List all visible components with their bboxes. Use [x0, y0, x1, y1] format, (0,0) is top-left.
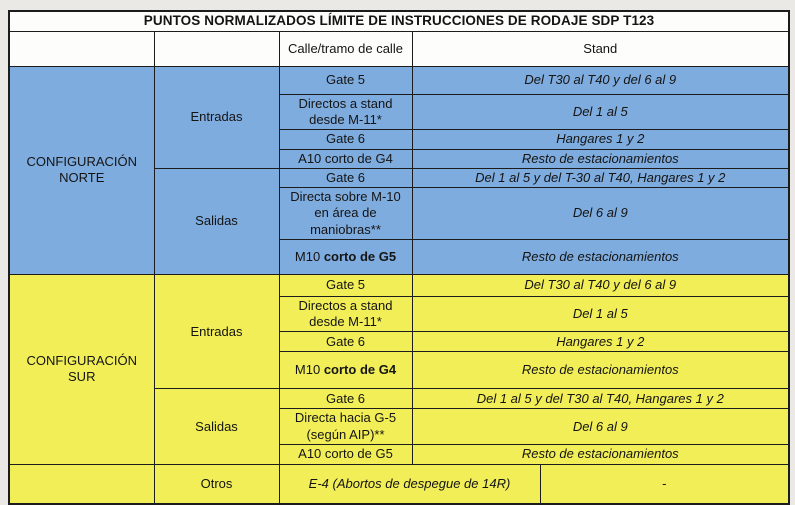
norte-entradas-calle-2: Gate 6 — [279, 130, 412, 149]
otros-calle-cell: E-4 (Abortos de despegue de 14R) — [279, 464, 540, 504]
norte-entradas-calle-3: A10 corto de G4 — [279, 149, 412, 168]
norte-salidas-label: Salidas — [154, 168, 279, 274]
norte-salidas-stand-2: Resto de estacionamientos — [412, 239, 789, 274]
norte-salidas-calle-2 — [279, 239, 412, 274]
sur-salidas-stand-1: Del 6 al 9 — [412, 409, 789, 445]
sur-salidas-stand-2: Resto de estacionamientos — [412, 444, 789, 464]
header-stand: Stand — [412, 31, 789, 66]
norte-salidas-calle-2-bold: corto de G5 — [323, 248, 397, 264]
sur-salidas-stand-0: Del 1 al 5 y del T30 al T40, Hangares 1 y 2 — [412, 389, 789, 409]
norte-salidas-stand-0: Del 1 al 5 y del T-30 al T40, Hangares 1 y 2 — [412, 168, 789, 187]
otros-stand-cell: - — [540, 464, 789, 504]
sur-entradas-calle-0: Gate 5 — [279, 274, 412, 296]
otros-config-empty — [9, 464, 154, 504]
norte-salidas-calle-1: Directa sobre M-10 en área de maniobras** — [279, 188, 412, 240]
sur-entradas-label: Entradas — [154, 274, 279, 389]
norte-entradas-calle-0: Gate 5 — [279, 66, 412, 94]
sur-entradas-calle-1: Directos a stand desde M-11* — [279, 296, 412, 332]
header-flow-empty — [154, 31, 279, 66]
sur-salidas-label: Salidas — [154, 389, 279, 465]
sur-entradas-stand-3: Resto de estacionamientos — [412, 352, 789, 389]
header-calle: Calle/tramo de calle — [279, 31, 412, 66]
sur-entradas-stand-0: Del T30 al T40 y del 6 al 9 — [412, 274, 789, 296]
norte-entradas-stand-3: Resto de estacionamientos — [412, 149, 789, 168]
otros-label: Otros — [154, 464, 279, 504]
sur-entradas-stand-2: Hangares 1 y 2 — [412, 332, 789, 352]
norte-salidas-calle-0: Gate 6 — [279, 168, 412, 187]
sur-salidas-calle-0: Gate 6 — [279, 389, 412, 409]
sur-entradas-calle-3-prefix: M10 — [294, 362, 324, 378]
sur-entradas-calle-2: Gate 6 — [279, 332, 412, 352]
norte-entradas-calle-1: Directos a stand desde M-11* — [279, 94, 412, 130]
sur-entradas-calle-3 — [279, 352, 412, 389]
norte-entradas-stand-1: Del 1 al 5 — [412, 94, 789, 130]
norte-entradas-label: Entradas — [154, 66, 279, 168]
norte-entradas-stand-2: Hangares 1 y 2 — [412, 130, 789, 149]
sur-entradas-stand-1: Del 1 al 5 — [412, 296, 789, 332]
config-sur-label: CONFIGURACIÓN SUR — [9, 274, 154, 464]
sur-salidas-calle-2: A10 corto de G5 — [279, 444, 412, 464]
header-config-empty — [9, 31, 154, 66]
norte-salidas-calle-2-prefix: M10 — [294, 248, 324, 264]
table-title: PUNTOS NORMALIZADOS LÍMITE DE INSTRUCCIONES DE RODAJE SDP T123 — [9, 11, 789, 31]
config-norte-label: CONFIGURACIÓN NORTE — [9, 66, 154, 274]
sur-salidas-calle-1: Directa hacia G-5 (según AIP)** — [279, 409, 412, 445]
norte-entradas-stand-0: Del T30 al T40 y del 6 al 9 — [412, 66, 789, 94]
sur-entradas-calle-3-bold: corto de G4 — [323, 362, 397, 378]
norte-salidas-stand-1: Del 6 al 9 — [412, 188, 789, 240]
rodaje-instructions-table — [8, 10, 790, 505]
